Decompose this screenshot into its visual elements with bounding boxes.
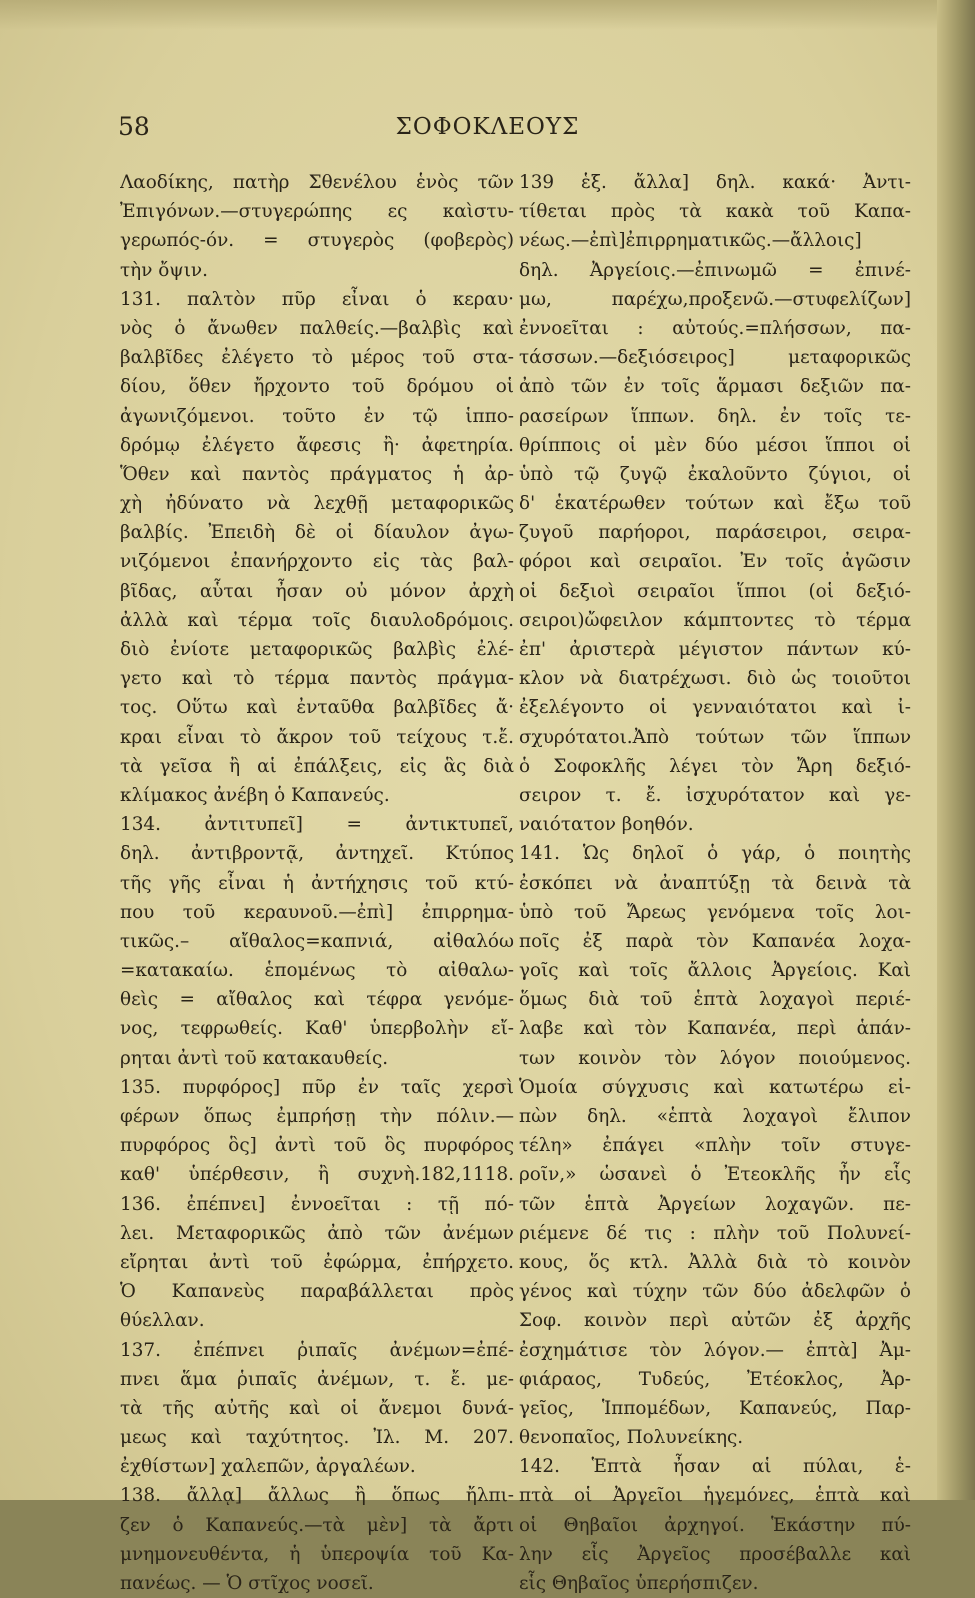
text-line: ἐξελέγοντο οἱ γενναιότατοι καὶ ἰ- [519, 697, 911, 719]
text-line: γεῖος, Ἱππομέδων, Καπανεύς, Παρ- [519, 1397, 911, 1419]
text-line: πνει ἅμα ῥιπαῖς ἀνέμων, τ. ἔ. με- [120, 1368, 514, 1390]
text-line: ὑπὸ τῷ ζυγῷ ἐκαλοῦντο ζύγιοι, οἱ [519, 463, 911, 485]
text-line: που τοῦ κεραυνοῦ.—ἐπὶ] ἐπιρρημα- [120, 901, 514, 923]
text-line: ριέμενε δέ τις : πλὴν τοῦ Πολυνεί- [519, 1222, 911, 1244]
text-line: ἐσχημάτισε τὸν λόγον.— ἑπτὰ] Ἀμ- [519, 1339, 911, 1361]
text-line: ἐννοεῖται : αὐτούς.=πλήσσων, πα- [519, 317, 911, 339]
text-line: φέρων ὅπως ἐμπρήσῃ τὴν πόλιν.— [120, 1106, 514, 1127]
text-line: τος. Οὕτω καὶ ἐνταῦθα βαλβῖδες ἄ· [120, 697, 514, 719]
text-line: Ἐπιγόνων.—στυγερώπης ες καὶστυ- [120, 201, 514, 223]
text-line: φόροι καὶ σειραῖοι. Ἐν τοῖς ἀγῶσιν [519, 551, 911, 573]
text-line: 139 ἑξ. ἄλλα] δηλ. κακά· Ἀντι- [519, 172, 911, 193]
text-line: πὼν δηλ. «ἑπτὰ λοχαγοὶ ἔλιπον [519, 1106, 911, 1127]
text-line: νέως.—ἐπὶ]ἐπιρρηματικῶς.—ἄλλοις] [519, 230, 862, 252]
text-line: γοῖς καὶ τοῖς ἄλλοις Ἀργείοις. Καὶ [519, 960, 911, 982]
text-line: Ὁμοία σύγχυσις καὶ κατωτέρω εἰ- [519, 1076, 911, 1098]
text-line: 131. παλτὸν πῦρ εἶναι ὁ κεραυ· [120, 288, 514, 310]
text-line: ἐσκόπει νὰ ἀναπτύξῃ τὰ δεινὰ τὰ [519, 872, 911, 894]
text-line: ζυγοῦ παρήοροι, παράσειροι, σειρα- [519, 522, 911, 544]
text-line: ρασείρων ἵππων. δηλ. ἐν τοῖς τε- [519, 405, 911, 427]
text-line: βῖδας, αὗται ἦσαν οὐ μόνον ἀρχὴ [120, 580, 514, 602]
text-line: γένος καὶ τύχην τῶν δύο ἀδελφῶν ὁ [519, 1281, 911, 1303]
text-line: θεὶς = αἴθαλος καὶ τέφρα γενόμε- [120, 989, 514, 1011]
text-line: πυρφόρος ὃς] ἀντὶ τοῦ ὃς πυρφόρος [120, 1135, 514, 1157]
right-column [519, 168, 911, 1598]
text-line: μεως καὶ ταχύτητος. Ἰλ. Μ. 207. [120, 1427, 514, 1449]
text-line: ρηται ἀντὶ τοῦ κατακαυθείς. [120, 1047, 389, 1069]
text-line: =κατακαίω. ἑπομένως τὸ αἰθαλω- [120, 960, 514, 982]
text-line: κους, ὅς κτλ. Ἀλλὰ διὰ τὸ κοινὸν [519, 1251, 911, 1273]
text-line: καθ' ὑπέρθεσιν, ἢ συχνὴ.182,1118. [120, 1164, 514, 1186]
running-head: ΣΟΦΟΚΛΕΟΥΣ [395, 114, 580, 140]
text-line: 135. πυρφόρος] πῦρ ἐν ταῖς χερσὶ [120, 1076, 514, 1098]
text-line: κραι εἶναι τὸ ἄκρον τοῦ τείχους τ.ἔ. [120, 726, 514, 748]
text-line: τέλη» ἐπάγει «πλὴν τοῖν στυγε- [519, 1135, 911, 1157]
text-line: βαλβίς. Ἐπειδὴ δὲ οἱ δίαυλον ἀγω- [120, 522, 514, 544]
text-line: κλίμακος ἀνέβη ὁ Καπανεύς. [120, 784, 390, 806]
text-line: σειρον τ. ἔ. ἰσχυρότατον καὶ γε- [519, 784, 911, 806]
text-line: Λαοδίκης, πατὴρ Σθενέλου ἑνὸς τῶν [120, 172, 514, 193]
text-line: τικῶς.– αἴθαλος=καπνιά, αἰθαλόω [120, 930, 514, 952]
text-line: σειροι)ὤφειλον κάμπτοντες τὸ τέρμα [519, 609, 911, 631]
text-line: 134. ἀντιτυπεῖ] = ἀντικτυπεῖ, [120, 814, 514, 836]
text-line: τὰ γεῖσα ἢ αἱ ἐπάλξεις, εἰς ἃς διὰ [120, 755, 514, 777]
text-line: γερωπός-όν. = στυγερὸς (φοβερὸς) [120, 230, 514, 252]
text-line: λει. Μεταφορικῶς ἀπὸ τῶν ἀνέμων [120, 1222, 514, 1244]
text-line: 136. ἐπέπνει] ἐννοεῖται : τῇ πό- [120, 1193, 514, 1215]
text-line: ζεν ὁ Καπανεύς.—τὰ μὲν] τὰ ἄρτι [120, 1514, 514, 1536]
text-line: διὸ ἐνίοτε μεταφορικῶς βαλβὶς ἐλέ- [120, 639, 514, 660]
text-line: βαλβῖδες ἐλέγετο τὸ μέρος τοῦ στα- [120, 347, 514, 369]
text-line: θύελλαν. [120, 1310, 205, 1332]
text-line: 141. Ὡς δηλοῖ ὁ γάρ, ὁ ποιητὴς [519, 843, 911, 865]
page-number: 58 [118, 112, 150, 141]
text-line: γετο καὶ τὸ τέρμα παντὸς πράγμα- [120, 668, 514, 690]
text-line: εἴρηται ἀντὶ τοῦ ἐφώρμα, ἐπήρχετο. [120, 1251, 514, 1273]
text-line: δ' ἑκατέρωθεν τούτων καὶ ἔξω τοῦ [519, 493, 911, 515]
text-line: ναιότατον βοηθόν. [519, 814, 694, 836]
text-line: τὴν ὄψιν. [120, 259, 208, 281]
text-line: θρίπποις οἱ μὲν δύο μέσοι ἵπποι οἱ [519, 434, 911, 456]
text-line: ὁ Σοφοκλῆς λέγει τὸν Ἄρη δεξιό- [519, 755, 911, 777]
left-column [120, 168, 514, 1598]
page-header [0, 112, 975, 152]
text-line: δηλ. ἀντιβροντᾷ, ἀντηχεῖ. Κτύπος [120, 843, 514, 865]
text-line: εἷς Θηβαῖος ὑπερήσπιζεν. [519, 1573, 759, 1594]
text-line: νὸς ὁ ἄνωθεν παλθείς.—βαλβὶς καὶ [120, 317, 514, 339]
text-line: χὴ ἠδύνατο νὰ λεχθῇ μεταφορικῶς [120, 493, 514, 515]
text-line: τῶν ἑπτὰ Ἀργείων λοχαγῶν. πε- [519, 1193, 911, 1215]
text-line: 138. ἄλλᾳ] ἄλλως ἢ ὅπως ἤλπι- [120, 1485, 514, 1507]
text-line: 142. Ἑπτὰ ἦσαν αἱ πύλαι, ἑ- [519, 1456, 911, 1478]
text-line: 137. ἐπέπνει ῥιπαῖς ἀνέμων=ἐπέ- [120, 1339, 514, 1361]
text-line: τάσσων.—δεξιόσειρος] μεταφορικῶς [519, 347, 911, 369]
text-line: πανέως. — Ὁ στῖχος νοσεῖ. [120, 1573, 374, 1594]
text-line: των κοινὸν τὸν λόγον ποιούμενος. [519, 1047, 911, 1069]
text-line: μω, παρέχω,προξενῶ.—στυφελίζων] [519, 288, 911, 310]
text-line: νιζόμενοι ἐπανήρχοντο εἰς τὰς βαλ- [120, 551, 514, 573]
text-line: θενοπαῖος, Πολυνείκης. [519, 1427, 744, 1449]
text-line: ἐχθίστων] χαλεπῶν, ἀργαλέων. [120, 1456, 416, 1478]
text-line: πτὰ οἱ Ἀργεῖοι ἡγεμόνες, ἑπτὰ καὶ [519, 1485, 911, 1507]
text-line: Ὅθεν καὶ παντὸς πράγματος ἡ ἀρ- [120, 463, 514, 485]
text-line: δίου, ὅθεν ἤρχοντο τοῦ δρόμου οἱ [120, 376, 514, 398]
text-line: ἀγωνιζόμενοι. τοῦτο ἐν τῷ ἱππο- [120, 405, 514, 427]
text-line: λην εἷς Ἀργεῖος προσέβαλλε καὶ [519, 1543, 911, 1565]
text-line: ὑπὸ τοῦ Ἄρεως γενόμενα τοῖς λοι- [519, 901, 911, 923]
text-line: Σοφ. κοινὸν περὶ αὐτῶν ἐξ ἀρχῆς [519, 1310, 911, 1332]
text-line: φιάραος, Τυδεύς, Ἐτέοκλος, Ἀρ- [519, 1368, 911, 1390]
text-line: ἐπ' ἀριστερὰ μέγιστον πάντων κύ- [519, 639, 911, 660]
text-line: ἀλλὰ καὶ τέρμα τοῖς διαυλοδρόμοις. [120, 609, 514, 631]
text-line: ροῖν,» ὡσανεὶ ὁ Ἐτεοκλῆς ἦν εἷς [519, 1164, 911, 1186]
text-line: τίθεται πρὸς τὰ κακὰ τοῦ Καπα- [519, 201, 911, 223]
text-line: λαβε καὶ τὸν Καπανέα, περὶ ἁπάν- [519, 1018, 911, 1040]
text-line: δρόμῳ ἐλέγετο ἄφεσις ἢ· ἀφετηρία. [120, 434, 514, 456]
text-line: οἱ Θηβαῖοι ἀρχηγοί. Ἑκάστην πύ- [519, 1514, 911, 1536]
text-line: ποῖς ἐξ παρὰ τὸν Καπανέα λοχα- [519, 930, 911, 952]
page-binding-edge [937, 0, 975, 1500]
text-line: κλον νὰ διατρέχωσι. διὸ ὡς τοιοῦτοι [519, 668, 911, 690]
text-line: ἀπὸ τῶν ἐν τοῖς ἅρμασι δεξιῶν πα- [519, 376, 911, 398]
text-line: Ὁ Καπανεὺς παραβάλλεται πρὸς [120, 1281, 514, 1303]
text-line: νος, τεφρωθείς. Καθ' ὑπερβολὴν εἴ- [120, 1018, 514, 1040]
text-line: τὰ τῆς αὐτῆς καὶ οἱ ἄνεμοι δυνά- [120, 1397, 514, 1419]
text-line: σχυρότατοι.Ἀπὸ τούτων τῶν ἵππων [519, 726, 911, 748]
text-line: ὅμως διὰ τοῦ ἑπτὰ λοχαγοὶ περιέ- [519, 989, 911, 1011]
text-line: τῆς γῆς εἶναι ἡ ἀντήχησις τοῦ κτύ- [120, 872, 514, 894]
text-line: μνημονευθέντα, ἡ ὑπεροψία τοῦ Κα- [120, 1543, 514, 1565]
text-line: δηλ. Ἀργείοις.—ἐπινωμῶ = ἐπινέ- [519, 259, 911, 281]
text-line: οἱ δεξιοὶ σειραῖοι ἵπποι (οἱ δεξιό- [519, 580, 911, 602]
page-top-edge [0, 0, 975, 30]
